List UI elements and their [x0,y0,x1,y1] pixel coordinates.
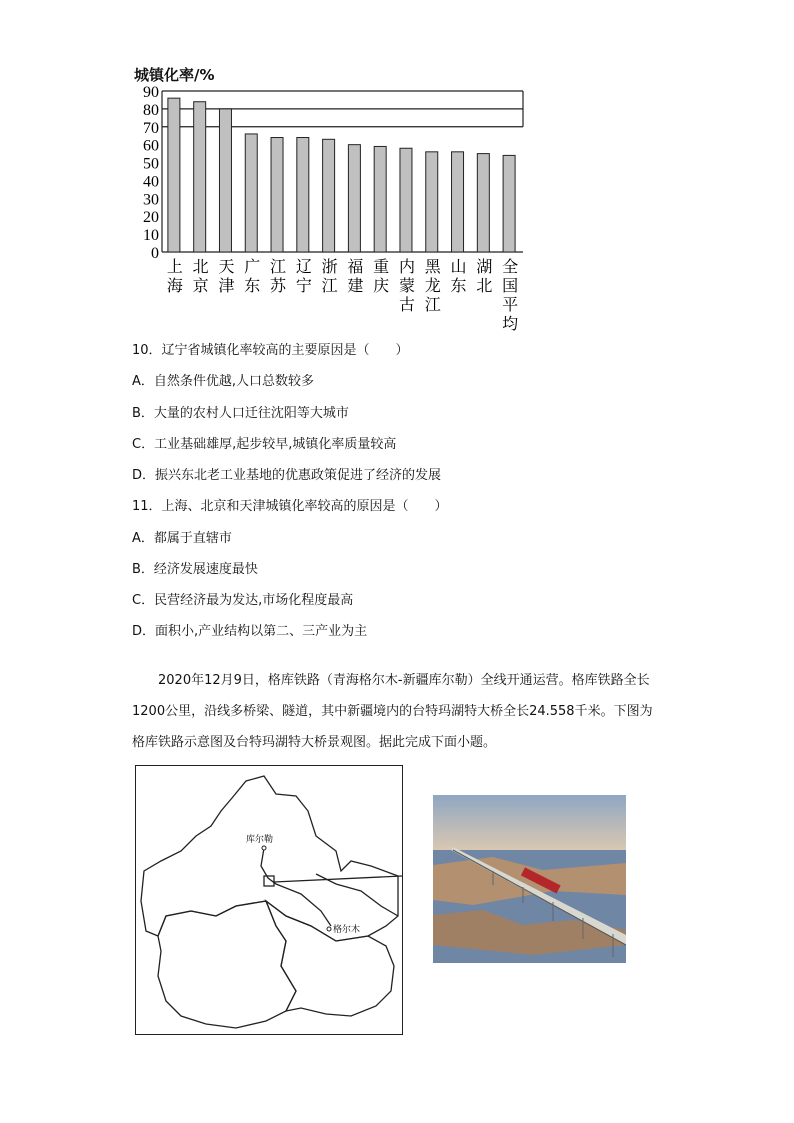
x-tick-label: 湖北 [476,257,493,295]
question-10-option-a: A．自然条件优越,人口总数较多 [132,374,315,389]
bar [503,155,515,252]
x-tick-label: 辽宁 [295,257,312,295]
bar [245,134,257,252]
x-tick-label: 福建 [347,257,364,295]
bridge-photo [433,795,626,963]
kuerle-marker [262,846,266,850]
x-tick-label: 重庆 [373,257,390,295]
x-tick-label: 天津 [218,257,235,295]
passage-text: 2020年12月9日，格库铁路（青海格尔木-新疆库尔勒）全线开通运营。格库铁路全长1200公里，沿线多桥梁、隧道，其中新疆境内的台特玛湖特大桥全长24.558千米。下图为格库铁路示意图及台特玛湖特大桥景观图。据此完成下面小题。 [132,673,653,750]
bar [168,98,180,252]
y-tick-label: 50 [143,155,159,173]
question-10-stem: 10．辽宁省城镇化率较高的主要原因是（ ） [132,343,409,358]
y-tick-label: 40 [143,173,159,191]
geermu-marker [327,927,331,931]
chart-title: 城镇化率/% [134,66,215,84]
bar [477,154,489,252]
question-10-option-b: B．大量的农村人口迁往沈阳等大城市 [132,406,349,421]
urbanization-bar-chart [125,58,545,338]
y-tick-label: 10 [143,227,159,245]
bar [219,109,231,252]
x-tick-label: 浙江 [321,257,338,295]
y-tick-label: 20 [143,209,159,227]
x-tick-label: 全国平均 [502,257,519,333]
y-tick-label: 70 [143,119,159,137]
map-label-kuerle: 库尔勒 [246,835,274,845]
y-tick-label: 0 [151,245,159,262]
x-tick-label: 北京 [192,257,209,295]
y-tick-label: 30 [143,191,159,209]
bar [348,145,360,252]
question-11-stem: 11．上海、北京和天津城镇化率较高的原因是（ ） [132,499,448,514]
map-drawing [136,766,402,1034]
bar [374,146,386,252]
x-tick-label: 山东 [450,257,467,295]
map-label-geermu: 格尔木 [333,925,361,935]
passage [132,665,662,758]
question-10-option-c: C．工业基础雄厚,起步较早,城镇化率质量较高 [132,437,397,452]
question-10-option-d: D．振兴东北老工业基地的优惠政策促进了经济的发展 [132,468,442,483]
x-tick-label: 广东 [244,257,261,295]
x-tick-label: 江苏 [270,257,287,295]
question-11-option-a: A．都属于直辖市 [132,531,232,546]
bar [400,148,412,252]
railway-map [135,765,403,1035]
question-11-option-d: D．面积小,产业结构以第二、三产业为主 [132,624,368,639]
x-tick-label: 内蒙古 [398,257,415,314]
qinghai-outline [266,901,394,1016]
x-tick-label: 黑龙江 [424,257,441,314]
x-tick-label: 上海 [166,257,183,295]
question-11-option-c: C．民营经济最为发达,市场化程度最高 [132,593,354,608]
xinjiang-outline [141,776,398,941]
bar [297,138,309,252]
bar [426,152,438,252]
bar [452,152,464,252]
bar [271,138,283,252]
gansu-outline [316,874,398,916]
bar [194,102,206,252]
question-11-option-b: B．经济发展速度最快 [132,562,258,577]
y-tick-label: 80 [143,101,159,119]
tibet-outline [158,901,296,1028]
callout-line [274,876,402,882]
y-tick-label: 90 [143,84,159,101]
bar [323,139,335,252]
y-tick-label: 60 [143,137,159,155]
